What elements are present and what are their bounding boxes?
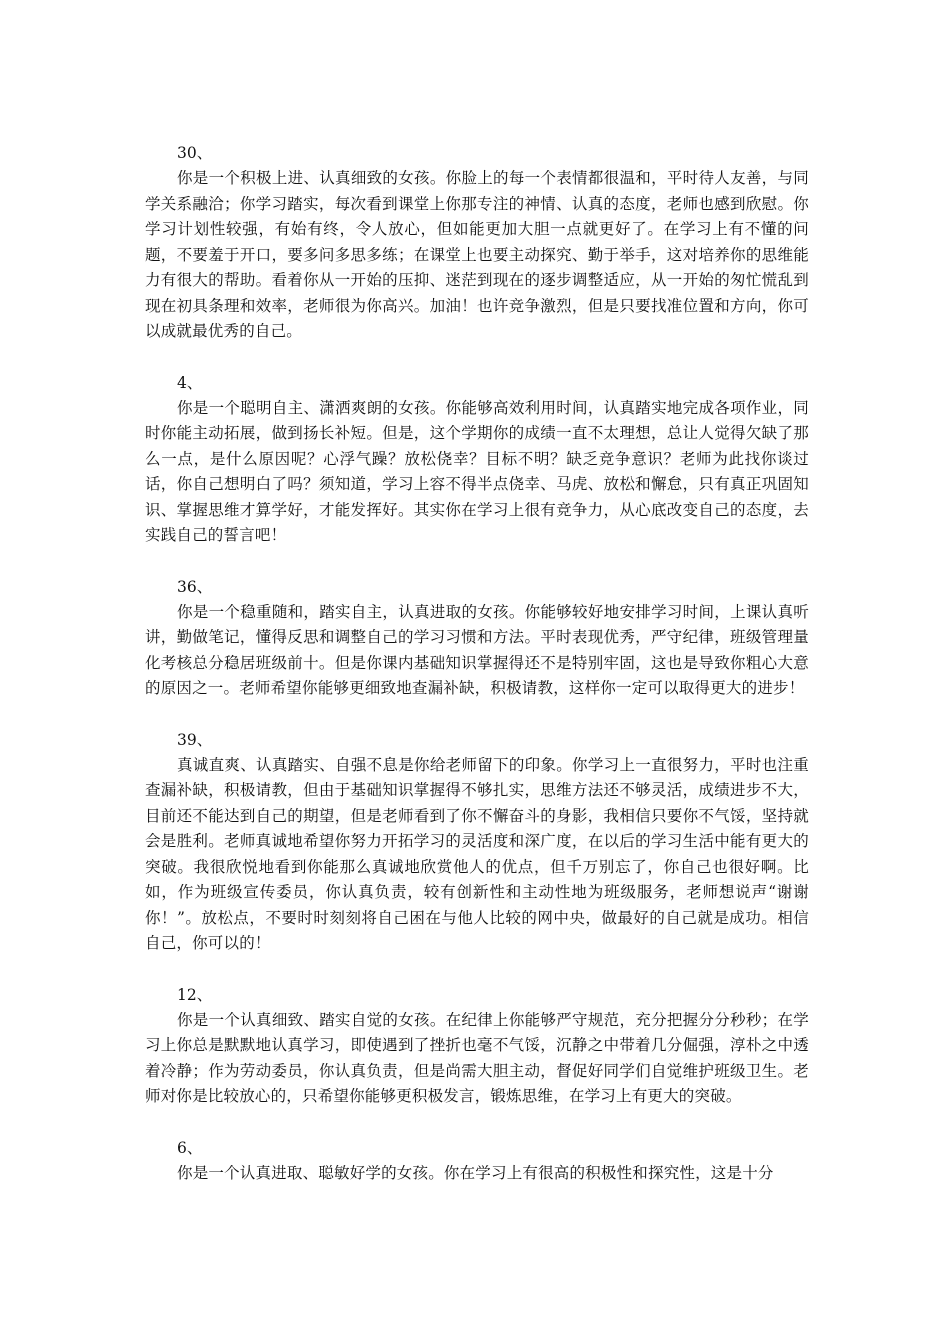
entry-text: 你是一个认真细致、踏实自觉的女孩。在纪律上你能够严守规范，充分把握分分秒秒；在学习上你总是默默地认真学习，即使遇到了挫折也毫不气馁，沉静之中带着几分倔强，淳朴之中透着冷静；作为劳动委员，你认真负责，但是尚需大胆主动，督促好同学们自觉维护班级卫生。老师对你是比较放心的，只希望你能够更积极发言，锻炼思维，在学习上有更大的突破。	[145, 1010, 809, 1105]
entry-text: 你是一个稳重随和，踏实自主，认真进取的女孩。你能够较好地安排学习时间，上课认真听讲，勤做笔记，懂得反思和调整自己的学习习惯和方法。平时表现优秀，严守纪律，班级管理量化考核总分稳居班级前十。但是你课内基础知识掌握得还不是特别牢固，这也是导致你粗心大意的原因之一。老师希望你能够更细致地查漏补缺，积极请教，这样你一定可以取得更大的进步！	[145, 602, 809, 697]
entry-number: 30、	[177, 144, 213, 162]
entry-number: 36、	[177, 577, 213, 596]
comment-entry	[145, 983, 809, 1110]
entry-text: 你是一个聪明自主、潇洒爽朗的女孩。你能够高效利用时间，认真踏实地完成各项作业，同时你能主动拓展，做到扬长补短。但是，这个学期你的成绩一直不太理想，总让人觉得欠缺了那么一点，是什么原因呢？心浮气躁？放松侥幸？目标不明？缺乏竞争意识？老师为此找你谈过话，你自己想明白了吗？须知道，学习上容不得半点侥幸、马虎、放松和懈怠，只有真正巩固知识、掌握思维才算学好，才能发挥好。其实你在学习上很有竞争力，从心底改变自己的态度，去实践自己的誓言吧！	[145, 398, 809, 544]
document-page	[145, 141, 809, 1212]
entry-number: 39、	[177, 730, 213, 749]
entry-number: 12、	[177, 985, 213, 1004]
entry-number: 4、	[177, 373, 203, 392]
entry-number: 6、	[177, 1138, 203, 1157]
comment-entry	[145, 371, 809, 549]
entry-text: 你是一个认真进取、聪敏好学的女孩。你在学习上有很高的积极性和探究性，这是十分	[177, 1163, 774, 1182]
entry-text: 真诚直爽、认真踏实、自强不息是你给老师留下的印象。你学习上一直很努力，平时也注重查漏补缺，积极请教，但由于基础知识掌握得不够扎实，思维方法还不够灵活，成绩进步不大，目前还不能达到自己的期望，但是老师看到了你不懈奋斗的身影，我相信只要你不气馁，坚持就会是胜利。老师真诚地希望你努力开拓学习的灵活度和深广度，在以后的学习生活中能有更大的突破。我很欣悦地看到你能那么真诚地欣赏他人的优点，但千万别忘了，你自己也很好啊。比如，作为班级宣传委员，你认真负责，较有创新性和主动性地为班级服务，老师想说声“谢谢你！”。放松点，不要时时刻刻将自己困在与他人比较的网中央，做最好的自己就是成功。相信自己，你可以的！	[145, 755, 809, 952]
comment-entry	[145, 728, 809, 957]
entry-text: 你是一个积极上进、认真细致的女孩。你脸上的每一个表情都很温和，平时待人友善，与同学关系融洽；你学习踏实，每次看到课堂上你那专注的神情、认真的态度，老师也感到欣慰。你学习计划性较强，有始有终，令人放心，但如能更加大胆一点就更好了。在学习上有不懂的问题，不要羞于开口，要多问多思多练；在课堂上也要主动探究、勤于举手，这对培养你的思维能力有很大的帮助。看着你从一开始的压抑、迷茫到现在的逐步调整适应，从一开始的匆忙慌乱到现在初具条理和效率，老师很为你高兴。加油！也许竞争激烈，但是只要找准位置和方向，你可以成就最优秀的自己。	[145, 169, 809, 340]
comment-entry	[145, 575, 809, 702]
comment-entry	[145, 1136, 809, 1187]
comment-entry	[145, 141, 809, 345]
